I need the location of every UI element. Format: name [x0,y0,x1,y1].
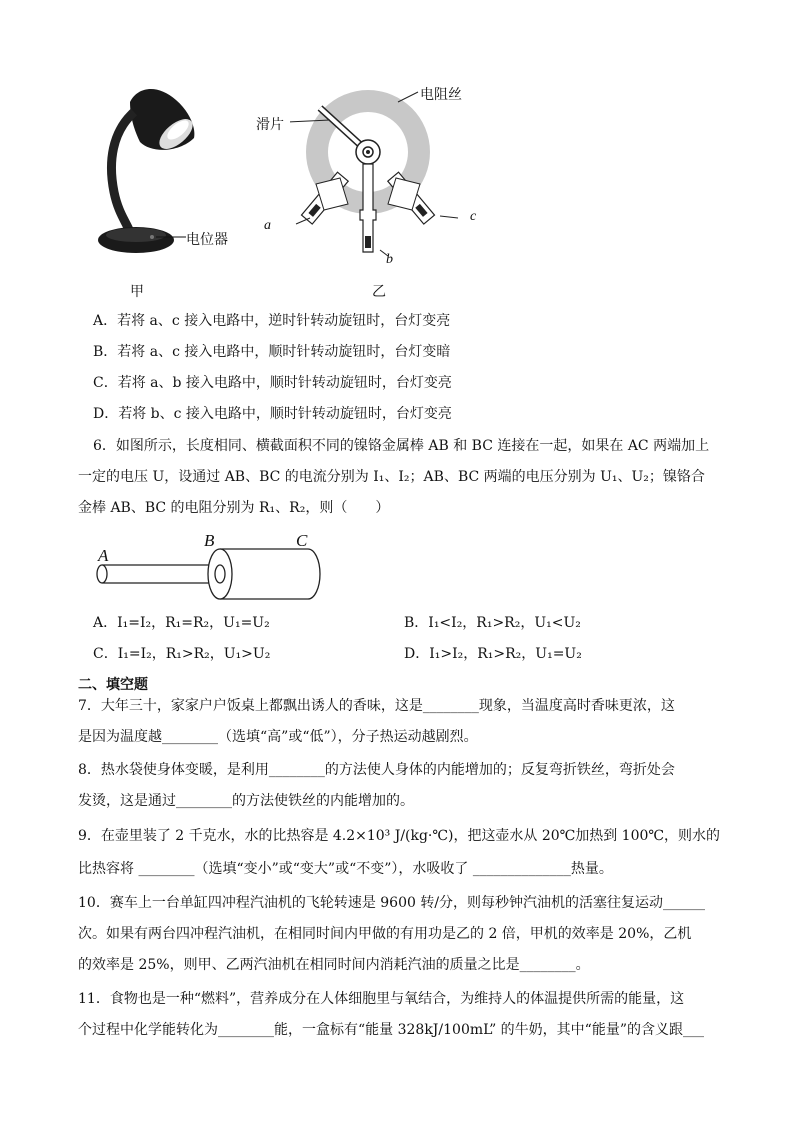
section-title-fill-blank: 二、填空题 [78,677,148,693]
rod-label-a: A [98,546,109,565]
potentiometer-figure [290,80,460,260]
rod-figure [90,545,330,605]
q7-line2: 是因为温度越________（选填“高”或“低”），分子热运动越剧烈。 [78,729,478,745]
q6-option-c: C．I₁=I₂，R₁>R₂，U₁>U₂ [93,646,271,662]
q6-option-b: B．I₁<I₂，R₁>R₂，U₁<U₂ [404,615,581,631]
q7-line1: 7．大年三十，家家户户饭桌上都飘出诱人的香味，这是________现象，当温度高时香味更浓，这 [78,698,675,714]
slider-label: 滑片 [256,117,284,133]
q11-line1: 11．食物也是一种“燃料”，营养成分在人体细胞里与氧结合，为维持人的体温提供所需的能量，这 [78,991,685,1007]
q9-line2: 比热容将 ________（选填“变小”或“变大”或“不变”），水吸收了 ______________热量。 [78,861,613,877]
q5-option-d: D．若将 b、c 接入电路中，顺时针转动旋钮时，台灯变亮 [93,406,452,422]
q8-line2: 发烫，这是通过________的方法使铁丝的内能增加的。 [78,793,414,809]
q5-option-a: A．若将 a、c 接入电路中，逆时针转动旋钮时，台灯变亮 [93,313,451,329]
q6-line1: 6．如图所示，长度相同、横截面积不同的镍铬金属棒 AB 和 BC 连接在一起，如果在 AC 两端加上 [93,438,710,454]
q9-line1: 9．在壶里装了 2 千克水，水的比热容是 4.2×10³ J/(kg·℃)，把这壶水从 20℃加热到 100℃，则水的 [78,828,720,844]
rod-label-b: B [204,531,215,550]
resistance-wire-label: 电阻丝 [420,87,462,103]
rod-label-c: C [296,531,308,550]
q10-line3: 的效率是 25%，则甲、乙两汽油机在相同时间内消耗汽油的质量之比是________。 [78,957,590,973]
terminal-a-label: a [264,218,271,233]
figure-caption-jia: 甲 [130,284,144,300]
terminal-b-label: b [386,252,393,267]
q8-line1: 8．热水袋使身体变暖，是利用________的方法使人身体的内能增加的；反复弯折铁丝，弯折处会 [78,762,675,778]
q6-line2: 一定的电压 U，设通过 AB、BC 的电流分别为 I₁、I₂；AB、BC 两端的电压分别为 U₁、U₂；镍铬合 [78,469,705,485]
potentiometer-label: 电位器 [186,232,228,248]
figure-caption-yi: 乙 [372,284,386,300]
q6-line3: 金棒 AB、BC 的电阻分别为 R₁、R₂，则（ ） [78,500,390,516]
q5-option-b: B．若将 a、c 接入电路中，顺时针转动旋钮时，台灯变暗 [93,344,451,360]
q11-line2: 个过程中化学能转化为________能，一盒标有“能量 328kJ/100mL” 的牛奶，其中“能量”的含义跟___ [78,1022,704,1038]
q6-option-d: D．I₁>I₂，R₁>R₂，U₁=U₂ [404,646,582,662]
q5-option-c: C．若将 a、b 接入电路中，顺时针转动旋钮时，台灯变亮 [93,375,452,391]
q6-option-a: A．I₁=I₂，R₁=R₂，U₁=U₂ [93,615,270,631]
q10-line1: 10．赛车上一台单缸四冲程汽油机的飞轮转速是 9600 转/分，则每秒钟汽油机的活塞往复运动______ [78,895,706,911]
terminal-c-label: c [470,209,477,224]
q10-line2: 次。如果有两台四冲程汽油机，在相同时间内甲做的有用功是乙的 2 倍，甲机的效率是 20%，乙机 [78,926,692,942]
